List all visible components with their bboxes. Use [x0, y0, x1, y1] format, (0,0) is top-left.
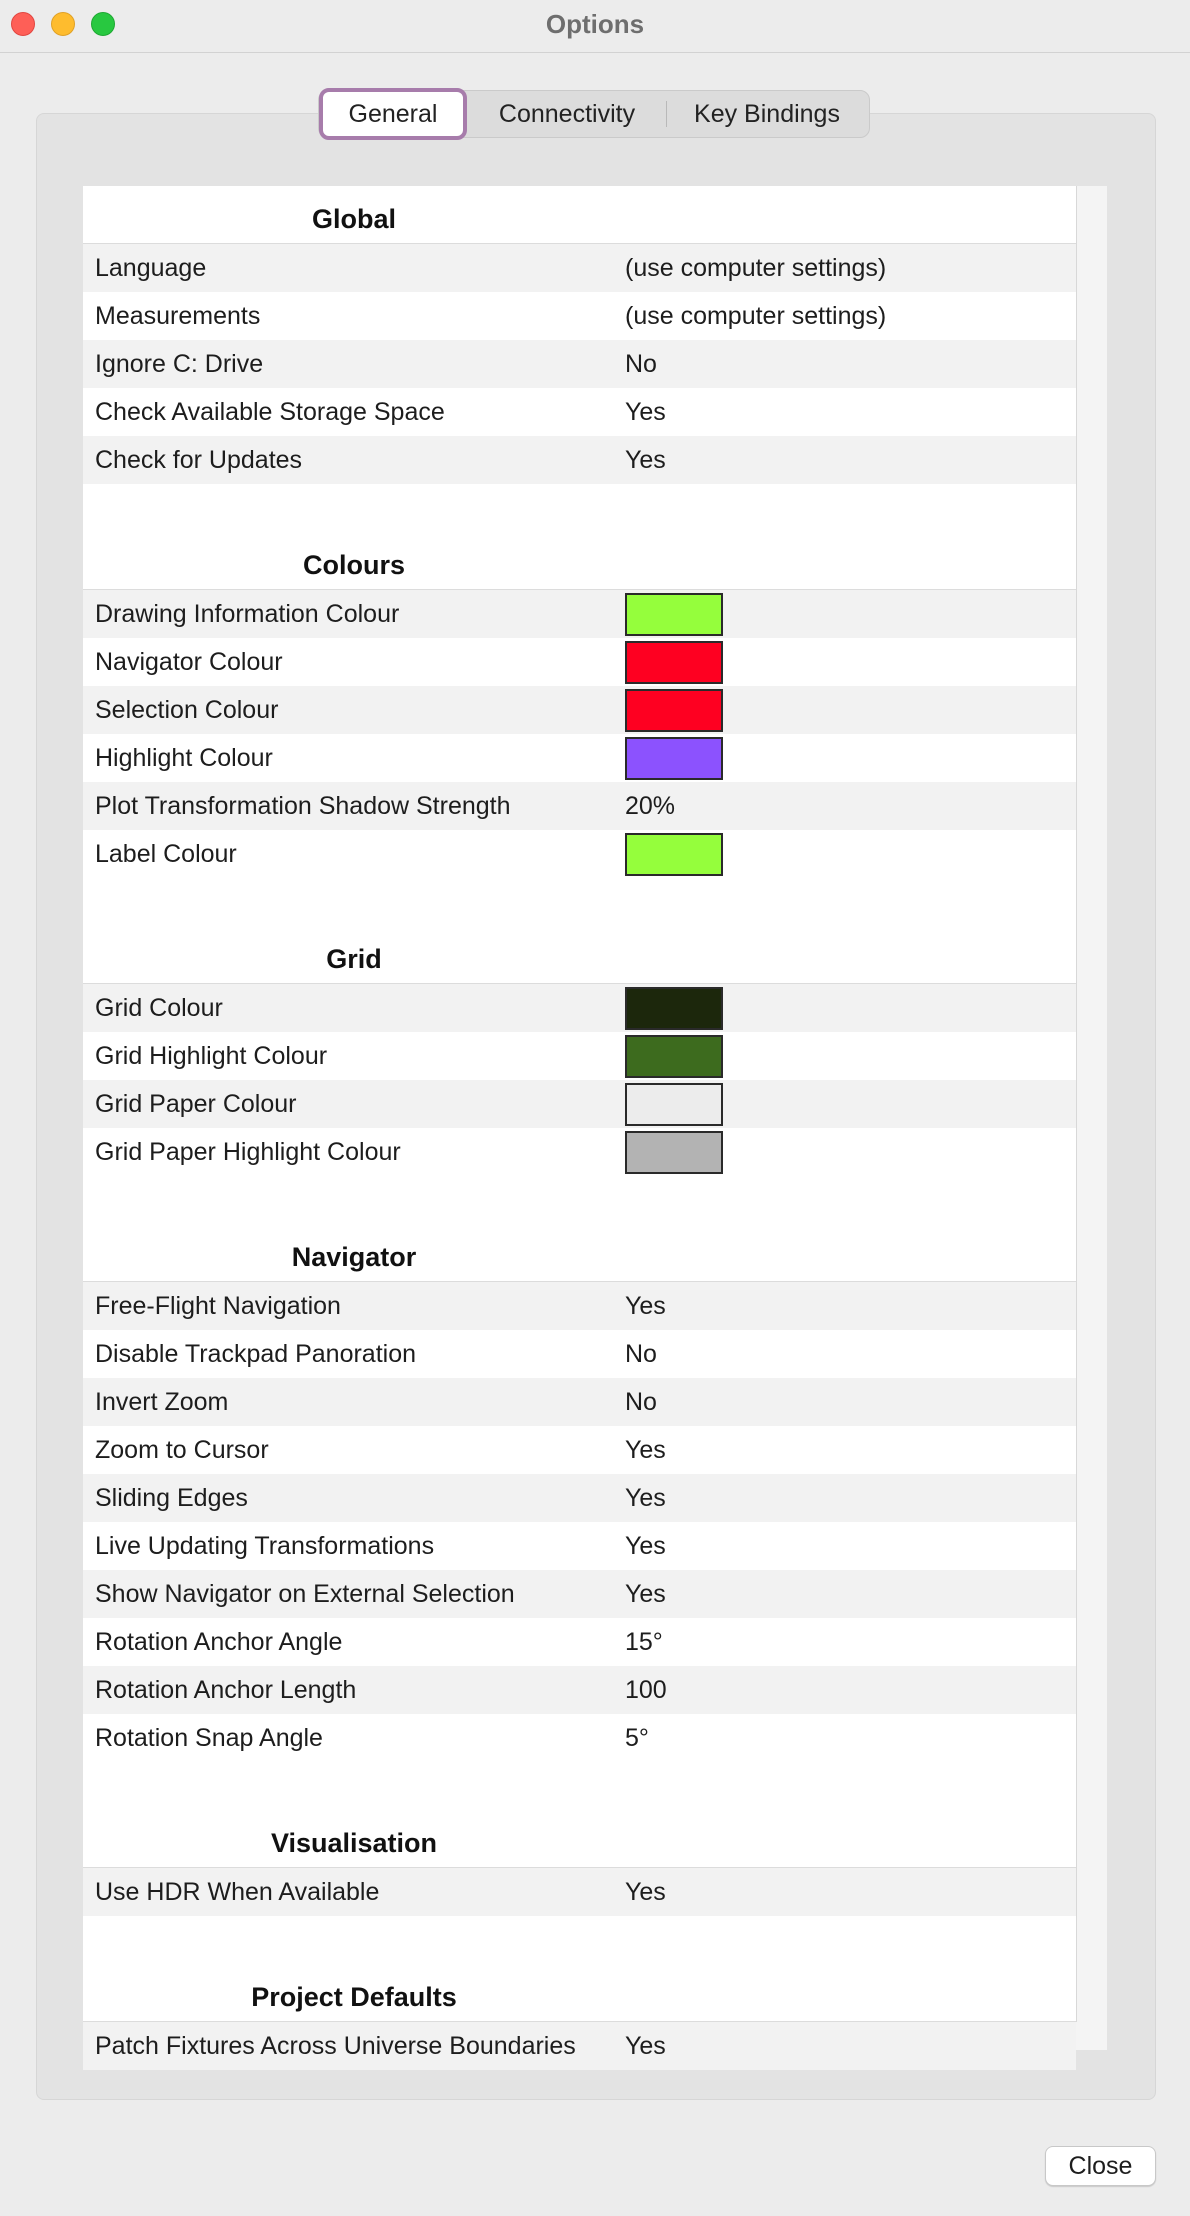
settings-row[interactable] — [83, 782, 1076, 830]
settings-row[interactable] — [83, 1618, 1076, 1666]
section-header — [83, 1810, 1076, 1868]
color-swatch[interactable] — [625, 737, 723, 780]
setting-label: Ignore C: Drive — [95, 349, 264, 378]
section-header — [83, 1964, 1076, 2022]
setting-value[interactable]: 100 — [625, 1675, 667, 1704]
color-swatch[interactable] — [625, 1083, 723, 1126]
settings-row[interactable] — [83, 984, 1076, 1032]
setting-value[interactable]: 20% — [625, 791, 676, 820]
setting-label: Rotation Anchor Angle — [95, 1627, 343, 1656]
setting-label: Invert Zoom — [95, 1387, 229, 1416]
settings-row[interactable] — [83, 1522, 1076, 1570]
setting-label: Patch Fixtures Across Universe Boundaries — [95, 2031, 576, 2060]
section-gap — [83, 1176, 1076, 1224]
setting-value[interactable]: Yes — [625, 1291, 666, 1320]
tab-general[interactable]: General — [319, 88, 467, 140]
settings-row[interactable] — [83, 830, 1076, 878]
setting-label: Check for Updates — [95, 445, 303, 474]
setting-label: Plot Transformation Shadow Strength — [95, 791, 511, 820]
setting-label: Grid Colour — [95, 993, 223, 1022]
section-header — [83, 1224, 1076, 1282]
settings-row[interactable] — [83, 388, 1076, 436]
settings-row[interactable] — [83, 1282, 1076, 1330]
setting-label: Highlight Colour — [95, 743, 273, 772]
tab-bar — [318, 90, 870, 138]
setting-label: Use HDR When Available — [95, 1877, 380, 1906]
setting-value[interactable]: No — [625, 349, 657, 378]
settings-row[interactable] — [83, 1080, 1076, 1128]
settings-row[interactable] — [83, 686, 1076, 734]
settings-row[interactable] — [83, 590, 1076, 638]
section-title: Global — [311, 204, 396, 234]
settings-row[interactable] — [83, 436, 1076, 484]
setting-label: Show Navigator on External Selection — [95, 1579, 515, 1608]
setting-value[interactable]: Yes — [625, 1435, 666, 1464]
color-swatch[interactable] — [625, 987, 723, 1030]
color-well[interactable] — [625, 1083, 723, 1126]
color-well[interactable] — [625, 689, 723, 732]
window-title: Options — [545, 9, 645, 39]
setting-label: Grid Paper Colour — [95, 1089, 297, 1118]
setting-value[interactable]: No — [625, 1339, 657, 1368]
setting-label: Check Available Storage Space — [95, 397, 445, 426]
setting-label: Disable Trackpad Panoration — [95, 1339, 417, 1368]
color-swatch[interactable] — [625, 1035, 723, 1078]
close-button[interactable]: Close — [1045, 2146, 1156, 2186]
settings-row[interactable] — [83, 244, 1076, 292]
color-swatch[interactable] — [625, 833, 723, 876]
setting-label: Free-Flight Navigation — [95, 1291, 341, 1320]
setting-value[interactable]: Yes — [625, 1531, 666, 1560]
settings-row[interactable] — [83, 1128, 1076, 1176]
section-header — [83, 532, 1076, 590]
section-title: Navigator — [291, 1242, 417, 1272]
color-well[interactable] — [625, 1035, 723, 1078]
settings-row[interactable] — [83, 340, 1076, 388]
setting-label: Rotation Snap Angle — [95, 1723, 323, 1752]
settings-table — [83, 186, 1077, 2060]
setting-value[interactable]: (use computer settings) — [625, 253, 887, 282]
settings-row[interactable] — [83, 1570, 1076, 1618]
section-gap — [83, 878, 1076, 926]
setting-label: Live Updating Transformations — [95, 1531, 435, 1560]
setting-value[interactable]: No — [625, 1387, 657, 1416]
setting-value[interactable]: Yes — [625, 397, 666, 426]
setting-label: Drawing Information Colour — [95, 599, 400, 628]
section-title: Project Defaults — [251, 1982, 457, 2012]
settings-row[interactable] — [83, 1714, 1076, 1762]
setting-label: Selection Colour — [95, 695, 279, 724]
color-swatch[interactable] — [625, 689, 723, 732]
color-well[interactable] — [625, 1131, 723, 1174]
tab-connectivity[interactable]: Connectivity — [498, 99, 636, 128]
setting-value[interactable]: Yes — [625, 1877, 666, 1906]
section-gap — [83, 484, 1076, 532]
settings-row[interactable] — [83, 1666, 1076, 1714]
settings-row[interactable] — [83, 1032, 1076, 1080]
section-title: Colours — [302, 550, 405, 580]
section-gap — [83, 1762, 1076, 1810]
section-header — [83, 186, 1076, 244]
setting-value[interactable]: 5° — [625, 1723, 649, 1752]
color-swatch[interactable] — [625, 641, 723, 684]
setting-value[interactable]: Yes — [625, 445, 666, 474]
setting-label: Sliding Edges — [95, 1483, 248, 1512]
settings-row[interactable] — [83, 1378, 1076, 1426]
section-header — [83, 926, 1076, 984]
settings-row[interactable] — [83, 1330, 1076, 1378]
setting-label: Navigator Colour — [95, 647, 283, 676]
color-well[interactable] — [625, 737, 723, 780]
color-well[interactable] — [625, 833, 723, 876]
color-well[interactable] — [625, 987, 723, 1030]
section-title: Visualisation — [270, 1828, 438, 1858]
setting-value[interactable]: Yes — [625, 1483, 666, 1512]
color-swatch[interactable] — [625, 593, 723, 636]
section-gap — [83, 1916, 1076, 1964]
setting-label: Rotation Anchor Length — [95, 1675, 357, 1704]
setting-label: Grid Paper Highlight Colour — [95, 1137, 401, 1166]
setting-label: Language — [95, 253, 207, 282]
settings-row[interactable] — [83, 1426, 1076, 1474]
settings-row[interactable] — [83, 2022, 1076, 2070]
title-bar — [0, 0, 1190, 53]
setting-value[interactable]: Yes — [625, 1579, 666, 1608]
setting-value[interactable]: Yes — [625, 2031, 666, 2060]
color-well[interactable] — [625, 641, 723, 684]
settings-row[interactable] — [83, 734, 1076, 782]
tab-key-bindings[interactable]: Key Bindings — [694, 99, 840, 128]
setting-label: Label Colour — [95, 839, 237, 868]
settings-row[interactable] — [83, 1474, 1076, 1522]
setting-value[interactable]: 15° — [625, 1627, 663, 1656]
setting-label: Measurements — [95, 301, 261, 330]
settings-row[interactable] — [83, 638, 1076, 686]
color-well[interactable] — [625, 593, 723, 636]
settings-row[interactable] — [83, 292, 1076, 340]
settings-row[interactable] — [83, 1868, 1076, 1916]
settings-scroll-area[interactable] — [83, 186, 1107, 2060]
setting-value[interactable]: (use computer settings) — [625, 301, 887, 330]
section-title: Grid — [326, 944, 382, 974]
setting-label: Zoom to Cursor — [95, 1435, 269, 1464]
setting-label: Grid Highlight Colour — [95, 1041, 328, 1070]
color-swatch[interactable] — [625, 1131, 723, 1174]
